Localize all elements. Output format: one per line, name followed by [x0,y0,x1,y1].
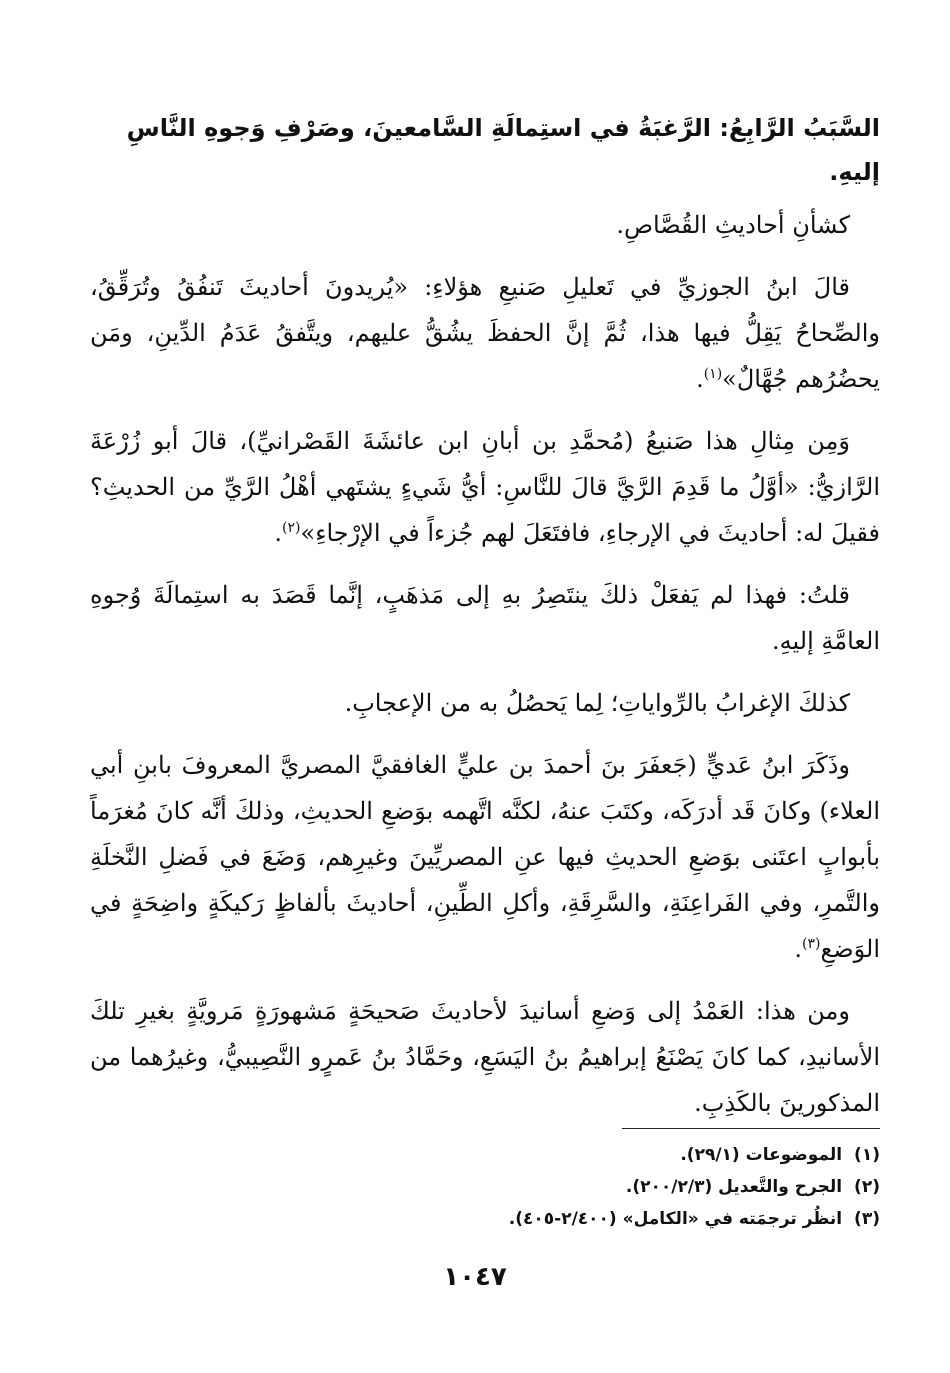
footnote-text: الموضوعات (٢٩/١). [680,1145,843,1165]
paragraph-3-text: وَمِن مِثالِ هذا صَنيعُ (مُحمَّدِ بن أبانِ ابن عائشَةَ القَصْرانيِّ)، قالَ أبو زُرْعَةَ الرَّازيُّ: «أوَّلُ ما قَدِمَ الرَّيَّ قالَ للنَّاسِ: أيُّ شَيءٍ يشتَهي أهْلُ الرَّيِّ من الحديثِ؟ فقيلَ له: أحاديثَ في الإرجاءِ، فافتَعَلَ لهم جُزءاً في الإرْجاءِ» [90,427,880,547]
paragraph-1: كشأنِ أحاديثِ القُصَّاصِ. [616,211,850,239]
paragraph-6-end: . [794,935,802,963]
paragraph-3-end: . [274,519,283,547]
footnote-text: الجرح والتَّعديل (٢٠٠/٢/٣). [625,1177,843,1197]
footnote-text: انظُر ترجمَته في «الكامل» (٢/٤٠٠-٤٠٥). [508,1209,843,1229]
footnote-2 [90,1171,880,1203]
footnote-ref-2[interactable]: (٢) [282,520,301,536]
footnote-number: (٢) [854,1177,880,1197]
footnote-divider [622,1128,880,1129]
paragraph-2-end: . [696,365,704,393]
paragraph-4: قلتُ: فهذا لم يَفعَلْ ذلكَ ينتَصِرُ بهِ إلى مَذهَبٍ، إنَّما قَصَدَ به استِمالَةَ وُجوهِ العامَّةِ إليهِ. [90,581,880,655]
paragraph-5: كذلكَ الإغرابُ بالرِّواياتِ؛ لِما يَحصُلُ به من الإعجابِ. [344,689,850,717]
footnote-ref-1[interactable]: (١) [703,366,723,382]
section-heading: السَّبَبُ الرَّابِعُ: الرَّغبَةُ في استِمالَةِ السَّامعينَ، وصَرْفِ وَجوهِ النَّاسِ إليهِ. [126,114,880,186]
footnote-number: (١) [854,1145,880,1165]
paragraph-7: ومن هذا: العَمْدُ إلى وَضعِ أسانيدَ لأحاديثَ صَحيحَةٍ مَشهورَةٍ مَرويَّةٍ بغيرِ تلكَ الأسانيدِ، كما كانَ يَصْنَعُ إبراهيمُ بنُ اليَسَعِ، وحَمَّادُ بنُ عَمرٍو النَّصِيبيُّ، وغيرُهما من المذكورينَ بالكَذِبِ. [90,997,880,1117]
paragraph-6-text: وذَكَرَ ابنُ عَديٍّ (جَعفَرَ بنَ أحمدَ بن عليٍّ الغافقيَّ المصريَّ المعروفَ بابنِ أبي العلاء) وكانَ قَد أدرَكَه، وكتَبَ عنهُ، لكنَّه اتَّهمه بوَضعِ الحديثِ، وذلكَ أنَّه كانَ مُغرَماً بأبوابٍ اعتَنى بوَضعِ الحديثِ فيها عنِ المصريِّينَ وغيرِهم، وَضَعَ في فَضلِ النَّخلَةِ والتَّمرِ، وفي الفَراعِنَةِ، والسَّرِقَةِ، وأكلِ الطِّينِ، أحاديثَ بألفاظٍ رَكيكَةٍ واضِحَةٍ في الوَضعِ [90,751,880,963]
footnote-1 [90,1139,880,1171]
paragraph-6 [90,742,880,972]
footnote-number: (٣) [854,1209,880,1229]
page-body [90,100,880,1142]
footnote-ref-3[interactable]: (٣) [802,936,821,952]
footnotes [90,1128,880,1235]
paragraph-3 [90,418,880,556]
paragraph-2 [90,264,880,402]
paragraph-2-text: قالَ ابنُ الجوزيِّ في تَعليلِ صَنيعِ هؤلاءِ: «يُريدونَ أحاديثَ تَنفُقُ وتُرَقِّقُ، والصِّحاحُ يَقِلُّ فيها هذا، ثُمَّ إنَّ الحفظَ يشُقُّ عليهم، ويتَّفقُ عَدَمُ الدِّينِ، ومَن يحضُرُهم جُهَّالٌ» [90,273,880,393]
footnote-3 [90,1203,880,1235]
page-number: ١٠٤٧ [443,1262,507,1292]
